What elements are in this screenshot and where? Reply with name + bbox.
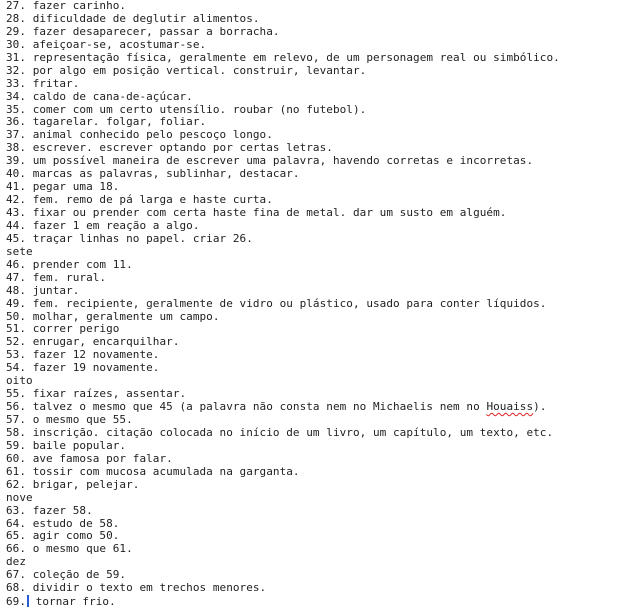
text-line: 62. brigar, pelejar.: [6, 477, 140, 491]
text-line: 30. afeiçoar-se, acostumar-se.: [6, 37, 207, 51]
text-line: 38. escrever. escrever optando por certas letras.: [6, 141, 333, 155]
text-line: 53. fazer 12 novamente.: [6, 348, 160, 362]
text-line: 64. estudo de 58.: [6, 516, 120, 530]
text-line: 52. enrugar, encarquilhar.: [6, 335, 180, 349]
text-line: 39. um possível maneira de escrever uma palavra, havendo corretas e incorretas.: [6, 154, 534, 168]
text-line: 36. tagarelar. folgar, foliar.: [6, 115, 207, 129]
text-line: nove: [6, 490, 33, 504]
text-line: 58. inscrição. citação colocada no início de um livro, um capítulo, um texto, etc.: [6, 425, 554, 439]
text-line: dez: [6, 555, 27, 569]
text-line: 65. agir como 50.: [6, 529, 120, 543]
text-line: 48. juntar.: [6, 283, 80, 297]
text-line: oito: [6, 374, 33, 388]
text-line: 41. pegar uma 18.: [6, 180, 120, 194]
last-line-text: tornar frio.: [29, 595, 116, 609]
text-line: 37. animal conhecido pelo pescoço longo.: [6, 128, 273, 142]
text-line: 40. marcas as palavras, sublinhar, destacar.: [6, 167, 300, 181]
text-line: 66. o mesmo que 61.: [6, 542, 133, 556]
text-line: 35. comer com um certo utensílio. roubar (no futebol).: [6, 102, 367, 116]
text-line: 32. por algo em posição vertical. construir, levantar.: [6, 63, 367, 77]
line-56-after: ).: [533, 400, 547, 414]
last-line-number: 69.: [6, 595, 27, 609]
text-line: sete: [6, 244, 33, 258]
text-line: 60. ave famosa por falar.: [6, 451, 173, 465]
text-line: 49. fem. recipiente, geralmente de vidro ou plástico, usado para conter líquidos.: [6, 296, 547, 310]
line-56-before: 56. talvez o mesmo que 45 (a palavra não consta nem no Michaelis nem no: [6, 400, 487, 414]
text-line: 50. molhar, geralmente um campo.: [6, 309, 220, 323]
text-editor[interactable]: [6, 0, 638, 612]
text-line-last: [6, 595, 638, 608]
text-line: 54. fazer 19 novamente.: [6, 361, 160, 375]
text-line: 29. fazer desaparecer, passar a borracha.: [6, 24, 280, 38]
text-line: 63. fazer 58.: [6, 503, 93, 517]
text-line: 31. representação física, geralmente em relevo, de um personagem real ou simbólico.: [6, 50, 560, 64]
text-line: 27. fazer carinho.: [6, 0, 127, 12]
text-line: 51. correr perigo: [6, 322, 120, 336]
text-line: 45. traçar linhas no papel. criar 26.: [6, 231, 253, 245]
text-line: 43. fixar ou prender com certa haste fina de metal. dar um susto em alguém.: [6, 206, 507, 219]
text-line: 44. fazer 1 em reação a algo.: [6, 218, 200, 232]
spellcheck-flagged-word[interactable]: Houaiss: [486, 400, 534, 414]
text-line: 33. fritar.: [6, 76, 80, 90]
text-line: 61. tossir com mucosa acumulada na garganta.: [6, 464, 300, 478]
text-line: 67. coleção de 59.: [6, 568, 127, 582]
text-line: 55. fixar raízes, assentar.: [6, 387, 187, 401]
text-line: 68. dividir o texto em trechos menores.: [6, 581, 267, 595]
text-line: 42. fem. remo de pá larga e haste curta.: [6, 193, 273, 207]
text-line: 57. o mesmo que 55.: [6, 413, 133, 426]
text-line: 28. dificuldade de deglutir alimentos.: [6, 11, 260, 25]
text-line: 34. caldo de cana-de-açúcar.: [6, 89, 193, 103]
text-line: 46. prender com 11.: [6, 257, 133, 271]
text-line: 47. fem. rural.: [6, 270, 107, 284]
text-line: 59. baile popular.: [6, 438, 127, 452]
